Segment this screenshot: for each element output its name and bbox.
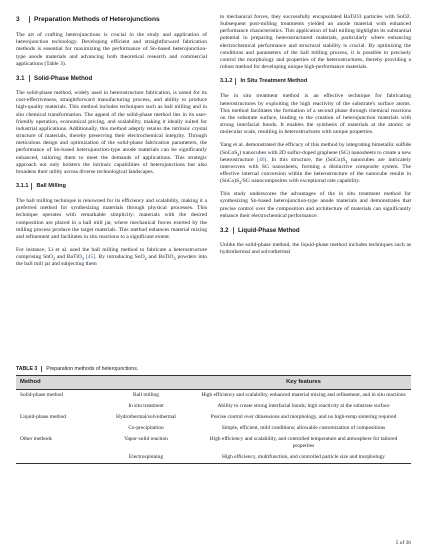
citation-link[interactable]: [45]: [85, 254, 96, 261]
table-row: [16, 401, 411, 412]
method-cell: Solid-phase method: [20, 392, 63, 398]
table-row: [16, 390, 411, 402]
features-cell: High efficiency and scalability, enhanced material mixing and refinement, and in situ reactions: [201, 392, 406, 398]
subsubsection-heading: [220, 78, 411, 85]
page-number: 5 of 36: [395, 540, 411, 546]
section-number: 3: [16, 16, 30, 23]
subsubsection-number: 3.1.1: [16, 183, 32, 190]
subsection-number: 3.1: [16, 75, 30, 82]
subsection-heading: [220, 227, 411, 234]
intro-paragraph: The art of crafting heterojunctions is crucial in the study and application of heterojunction technology. Developing efficient and straightforward fabrication methods is essential for maximizing the performance of Sn-based heterojunction-type anode materials and advancing both theoretical research and commercial applications (Table 3).: [16, 32, 207, 67]
method-cell: [16, 401, 96, 412]
technique-cell: Co-precipitation: [128, 425, 164, 431]
technique-cell: In situ treatment: [128, 403, 164, 409]
methods-table-block: [16, 366, 411, 464]
subsubsection-title: In Situ Treatment Method: [240, 78, 308, 85]
methods-table: [16, 375, 411, 464]
table-row: [16, 452, 411, 464]
liquid-phase-paragraph: Unlike the solid-phase method, the liquid-phase method includes techniques such as hydrothermal and solvothermal: [220, 242, 411, 256]
in-situ-paragraph: The in situ treatment method is an effective technique for fabricating heterostructures by exploiting the high reactivity of the substrate's surface atoms. This method facilitates the formation of a second phase through chemical reactions on the substrate surface, leading to the creation of heterojunction materials with strong interfacial bonds. It enables the synthesis of materials at the atomic or molecular scale, resulting in heterostructures with unique properties.: [220, 93, 411, 136]
method-cell: [16, 423, 96, 434]
method-cell: [16, 452, 96, 464]
subsubsection-heading: [16, 183, 207, 190]
subsection-title: Liquid-Phase Method: [238, 226, 300, 234]
ball-milling-paragraph: The ball milling technique is renowned for its efficiency and scalability, making it a preferred method for synthesizing materials through physical processes. This technique operates with remarkable simplicity: materials with the desired composition are placed in a ball mill jar, where mechanical forces exerted by the milling process produce the target materials. This method enhances material mixing and refinement and facilitates in situ reactions to a significant extent.: [16, 198, 207, 240]
features-cell: Simple, efficient, mild conditions; allowable customization of compositions: [221, 425, 386, 431]
column-header-key-features: Key features: [196, 376, 411, 390]
features-cell: High efficiency, multifunction, and controlled particle size and morphology: [196, 452, 411, 464]
subsubsection-title: Ball Milling: [36, 182, 66, 189]
technique-cell: Hydrothermal/solvothermal: [116, 414, 176, 420]
column-header-method: Method: [16, 376, 96, 390]
table-caption-text: Preparation methods of heterojunctions.: [46, 366, 139, 372]
table-header-row: [16, 376, 411, 390]
continued-paragraph: to mechanical forces, they successfully encapsulated BaTiO3 particles with SnO2. Subsequent post-milling treatments yielded an anode material with enhanced performance characteristics. This application of ball milling highlights its substantial potential in preparing heterostructured materials, particularly where enhancing electrochemical performance and structural stability is crucial. By optimizing the conditions and parameters of the ball milling process, it is possible to precisely control the morphology and properties of the heterostructures, thereby providing a robust method for developing unique high-performance materials.: [220, 14, 411, 71]
left-column: [16, 14, 207, 275]
features-cell: High efficiency and scalability, and controlled temperature and atmosphere for tailored properties: [209, 436, 398, 449]
subsection-title: Solid-Phase Method: [34, 74, 93, 82]
table-row: [16, 412, 411, 423]
subsection-heading: [16, 75, 207, 82]
section-heading: [16, 16, 207, 23]
technique-cell: Vapor-solid reaction: [124, 436, 168, 442]
ball-milling-example-paragraph: For instance, Li et al. used the ball milling method to fabricate a heterostructure comprising SnO$_2$ and BaTiO$_3$ [45]. By introducing SnO$_2$ and BaTiO$_3$ powders into the ball mill jar and subjecting them: [16, 247, 208, 268]
table-row: [16, 434, 411, 452]
right-column: [220, 14, 411, 262]
features-cell: Ability to create strong interfacial bonds; high reactivity at the substrate surface: [217, 403, 390, 409]
technique-cell: Electrospinning: [96, 452, 196, 464]
technique-cell: Ball milling: [133, 392, 159, 398]
section-title: Preparation Methods of Heterojunctions: [34, 16, 160, 23]
subsection-number: 3.2: [220, 227, 234, 234]
table-label: TABLE 3: [16, 366, 42, 372]
method-cell: Other methods: [20, 436, 52, 442]
in-situ-summary-paragraph: This study underscores the advantages of the in situ treatment method for synthesizing Sn-based heterojunction-type anode materials and demonstrates that precise control over the composition and architecture of materials can significantly enhance their electrochemical performance.: [220, 191, 411, 219]
table-caption: [16, 366, 411, 372]
solid-phase-paragraph: The solid-phase method, widely used in heterostructure fabrication, is noted for its cost-effectiveness, straightforward manufacturing process, and ability to produce high-quality materials. This method includes techniques such as ball milling and in situ chemical transformation. The appeal of the solid-phase method lies in its user-friendly operation, economical pricing, and scalability, making it ideally suited for industrial applications. Additionally, this method adeptly retains the intrinsic crystal structure of materials, thereby preserving their electrochemical integrity. Through meticulous design and optimization of the solid-phase fabrication parameters, the performance of Sn-based heterojunction-type anode materials can be significantly enhanced, tailoring them to meet the demands of applications. This strategic approach not only bolsters the intrinsic capabilities of heterojunctions but also broadens their utility across diverse technological landscapes.: [16, 90, 207, 175]
method-cell: Liquid-phase method: [20, 414, 66, 420]
citation-link[interactable]: [46]: [257, 156, 267, 163]
column-header-technique: [96, 376, 196, 390]
subsubsection-number: 3.1.2: [220, 78, 236, 85]
table-row: [16, 423, 411, 434]
in-situ-example-paragraph: Yang et al. demonstrated the efficacy of this method by integrating bimetallic sulfide (SnCoS$_4$) nanocubes with 2D sulfur-doped graphene (SG) nanosheets to create a new heterostructure [46]. In this structure, the $(SnCo)S_2$ nanocubes are intricately interwoven with SG nanosheets, forming a distinctive composite system. The effective internal conversion within the heterostructure of the nanocube results in $(SnCo)S_2/SG$ nanocomposites with exceptional rate capability.: [220, 142, 412, 186]
features-cell: Precise control over dimensions and morphology, and no high-temp sintering required: [210, 414, 397, 420]
